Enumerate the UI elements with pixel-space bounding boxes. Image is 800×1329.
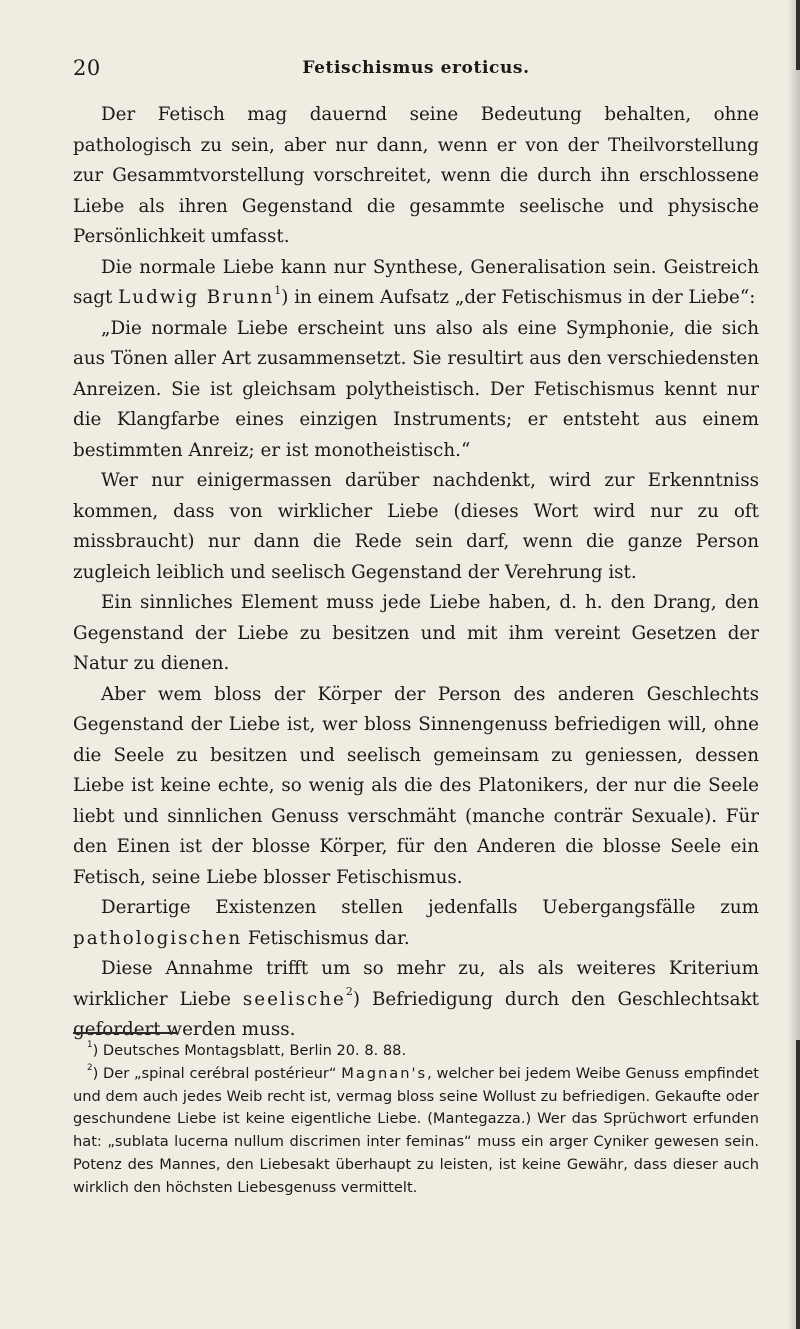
footnote xyxy=(73,1040,759,1063)
emphasis-text: Ludwig Brunn xyxy=(118,287,275,308)
paragraph xyxy=(73,466,759,588)
emphasis-text: pathologischen xyxy=(73,927,243,949)
footnote-marker: 1 xyxy=(87,1040,93,1051)
text-run: Ein sinnliches Element muss jede Liebe haben, d. h. den Drang, den Gegenstand der Liebe zu besitzen und mit ihm vereint Gesetzen der Natur zu dienen. xyxy=(73,592,759,674)
text-run: Aber wem bloss der Körper der Person des anderen Geschlechts Gegenstand der Liebe ist, wer bloss Sinnengenuss befriedigen will, ohne die Seele zu besitzen und seelisch gemeinsam zu geniessen, dessen Liebe ist keine echte, so wenig als die des Platonikers, der nur die Seele liebt und sinnlichen Genuss verschmäht (manche conträr Sexuale). Für den Einen ist der blosse Körper, für den Anderen die blosse Seele ein Fetisch, seine Liebe blosser Fetischismus. xyxy=(73,683,759,888)
body-text xyxy=(73,100,759,1046)
paragraph xyxy=(73,100,759,253)
text-run: Wer nur einigermassen darüber nachdenkt, wird zur Erkenntniss kommen, dass von wirklicher Liebe (dieses Wort wird nur zu oft missbraucht) nur dann die Rede sein darf, wenn die ganze Person zugleich leiblich und seelisch Gegenstand der Verehrung ist. xyxy=(73,470,759,583)
footnote-marker: 2 xyxy=(345,985,353,999)
text-run: ) Deutsches Montagsblatt, Berlin 20. 8. 88. xyxy=(92,1042,407,1059)
footnotes xyxy=(73,1040,759,1200)
text-run: ) in einem Aufsatz „der Fetischismus in der Liebe“: xyxy=(281,287,756,308)
emphasis-text: Magnan's xyxy=(341,1064,428,1082)
text-run: , welcher bei jedem Weibe Genuss empfindet und dem auch jedes Weib recht ist, vermag bloss seine Wollust zu befriedigen. Gekaufte oder geschundene Liebe ist keine eigentliche Liebe. (Mantegazza.) Wer das Sprüchwort erfunden hat: „sublata lucerna nullum discrimen inter feminas“ muss ein arger Cyniker gewesen sein. Potenz des Mannes, den Liebesakt überhaupt zu leisten, ist keine Gewähr, dass dieser auch wirklich den höchsten Liebesgenuss vermittelt. xyxy=(73,1064,759,1196)
text-run: ) Der „spinal cerébral postérieur“ xyxy=(92,1064,342,1082)
footnote-marker: 2 xyxy=(87,1063,93,1074)
text-run: „Die normale Liebe erscheint uns also als eine Symphonie, die sich aus Tönen aller Art zusammensetzt. Sie resultirt aus den verschiedensten Anreizen. Sie ist gleichsam polytheistisch. Der Fetischismus kennt nur die Klangfarbe eines einzigen Instruments; er entsteht aus einem bestimmten Anreiz; er ist monotheistisch.“ xyxy=(73,317,759,461)
text-run: Der Fetisch mag dauernd seine Bedeutung behalten, ohne pathologisch zu sein, aber nur dann, wenn er von der Theilvorstellung zur Gesammtvorstellung vorschreitet, wenn die durch ihn erschlossene Liebe als ihren Gegenstand die gesammte seelische und physische Persönlichkeit umfasst. xyxy=(73,104,759,247)
text-run: ) Befriedigung durch den Geschlechtsakt gefordert werden muss. xyxy=(73,988,759,1040)
text-run: Fetischismus dar. xyxy=(242,927,410,949)
paragraph xyxy=(73,314,759,467)
emphasis-text: seelische xyxy=(242,988,346,1010)
paragraph xyxy=(73,588,759,680)
text-run: Die normale Liebe kann nur Synthese, Generalisation sein. Geistreich sagt xyxy=(73,256,759,308)
page-header xyxy=(73,56,759,84)
footnote-rule xyxy=(73,1032,176,1034)
running-head: Fetischismus eroticus. xyxy=(302,58,530,78)
paragraph xyxy=(73,680,759,894)
paragraph xyxy=(73,893,759,954)
text-run: Diese Annahme trifft um so mehr zu, als als weiteres Kriterium wirklicher Liebe xyxy=(73,958,759,1010)
page-edge-mark xyxy=(796,0,800,70)
paragraph xyxy=(73,253,759,314)
footnote-marker: 1 xyxy=(274,283,282,297)
page-number: 20 xyxy=(73,56,101,80)
page-edge-mark xyxy=(796,1040,800,1329)
footnote xyxy=(73,1063,759,1200)
text-run: Derartige Existenzen stellen jedenfalls Uebergangsfälle zum xyxy=(101,897,759,918)
